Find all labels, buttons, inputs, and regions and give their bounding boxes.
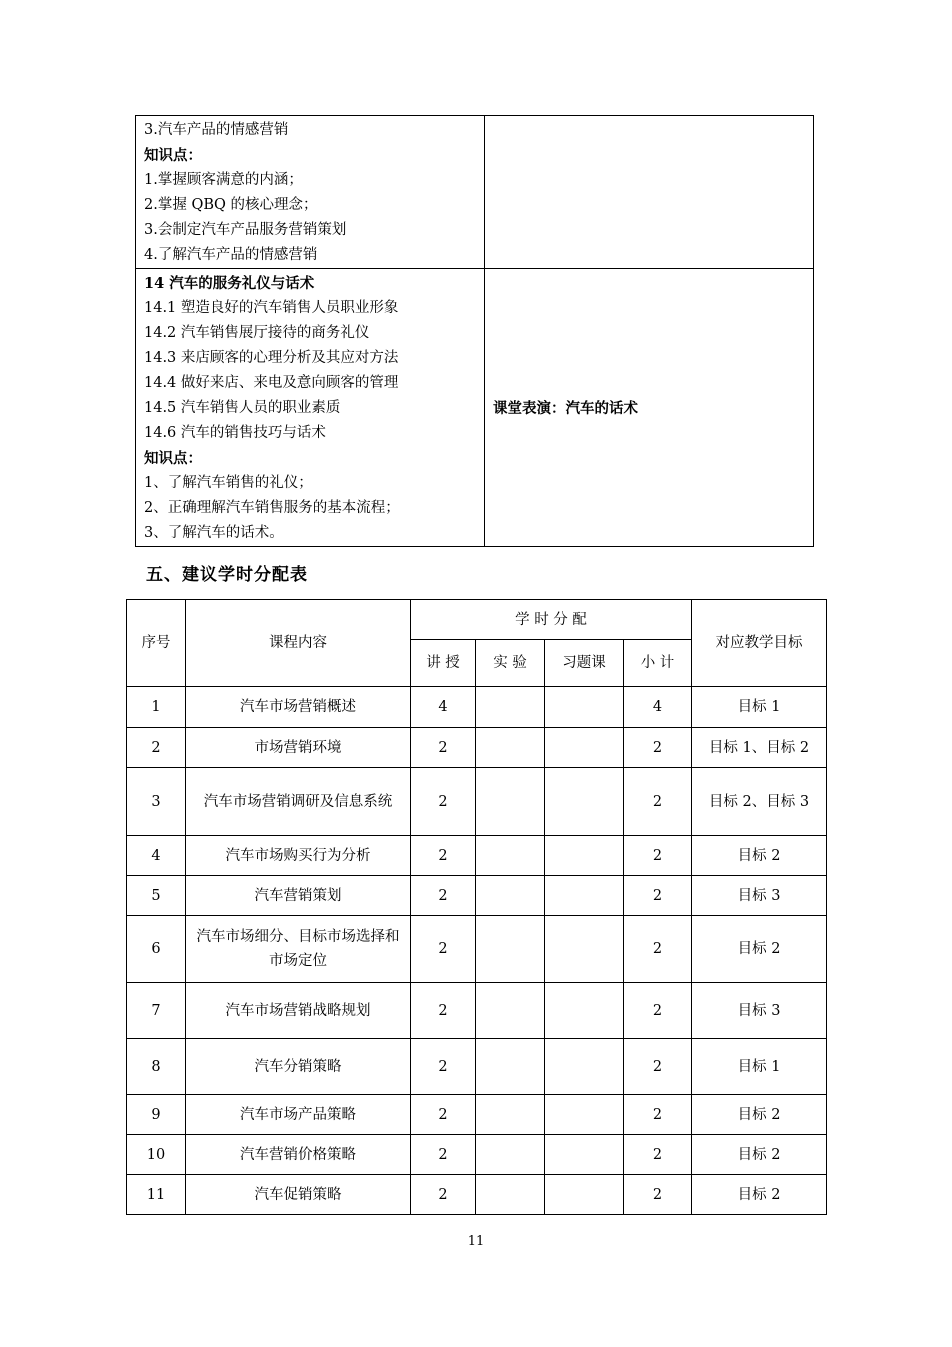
cell-index: 9 [127,1095,186,1135]
cell-experiment [476,983,545,1039]
cell-subtotal: 2 [624,876,692,916]
topic-line: 14.3 来店顾客的心理分析及其应对方法 [144,350,399,366]
cell-index: 7 [127,983,186,1039]
header-content: 课程内容 [186,600,411,687]
cell-content: 汽车分销策略 [186,1039,411,1095]
header-exercise: 习题课 [545,640,624,687]
cell-goal: 目标 1 [692,1039,827,1095]
activity-cell: 课堂表演：汽车的话术 [485,269,814,547]
cell-lecture: 2 [411,983,476,1039]
topic-line: 3.汽车产品的情感营销 [144,122,289,138]
cell-subtotal: 2 [624,1039,692,1095]
table-row [127,768,827,836]
topic-content-cell [136,269,485,547]
knowledge-item: 1、了解汽车销售的礼仪； [144,475,313,491]
cell-exercise [545,916,624,983]
cell-goal: 目标 2 [692,1135,827,1175]
knowledge-item: 2.掌握 QBQ 的核心理念； [144,197,318,213]
knowledge-heading: 知识点： [144,147,202,164]
page-number: 11 [467,1234,485,1249]
cell-index: 5 [127,876,186,916]
cell-goal: 目标 2 [692,916,827,983]
cell-exercise [545,687,624,728]
knowledge-item: 3.会制定汽车产品服务营销策划 [144,222,347,238]
table-row [127,728,827,768]
cell-goal: 目标 1 [692,687,827,728]
cell-subtotal: 2 [624,916,692,983]
topic-line: 14.1 塑造良好的汽车销售人员职业形象 [144,300,399,316]
knowledge-heading: 知识点： [144,450,202,467]
cell-index: 3 [127,768,186,836]
header-row [127,600,827,640]
hours-allocation-table [126,599,827,1215]
topic-content-cell [136,116,485,269]
header-lecture: 讲 授 [411,640,476,687]
table-row [127,876,827,916]
cell-index: 2 [127,728,186,768]
cell-goal: 目标 3 [692,983,827,1039]
knowledge-item: 3、了解汽车的话术。 [144,525,284,541]
cell-lecture: 2 [411,916,476,983]
header-allocation: 学 时 分 配 [411,600,692,640]
cell-exercise [545,1095,624,1135]
cell-experiment [476,836,545,876]
activity-cell [485,116,814,269]
cell-content: 汽车促销策略 [186,1175,411,1215]
cell-content: 汽车市场产品策略 [186,1095,411,1135]
cell-exercise [545,1135,624,1175]
cell-content: 汽车营销价格策略 [186,1135,411,1175]
cell-goal: 目标 3 [692,876,827,916]
header-goal: 对应教学目标 [692,600,827,687]
cell-subtotal: 2 [624,1175,692,1215]
cell-lecture: 2 [411,836,476,876]
cell-exercise [545,983,624,1039]
cell-subtotal: 2 [624,1135,692,1175]
section-title: 五、建议学时分配表 [146,565,308,585]
table-row [127,1039,827,1095]
topic-line: 14.2 汽车销售展厅接待的商务礼仪 [144,325,370,341]
cell-subtotal: 2 [624,768,692,836]
cell-subtotal: 2 [624,836,692,876]
cell-exercise [545,728,624,768]
knowledge-item: 4.了解汽车产品的情感营销 [144,247,318,263]
table-row [127,836,827,876]
table-row [127,983,827,1039]
cell-exercise [545,768,624,836]
cell-subtotal: 4 [624,687,692,728]
topic-row-13 [136,116,814,269]
table-row [127,1095,827,1135]
cell-experiment [476,876,545,916]
cell-goal: 目标 2 [692,836,827,876]
cell-lecture: 2 [411,876,476,916]
cell-subtotal: 2 [624,728,692,768]
topic-line: 14.4 做好来店、来电及意向顾客的管理 [144,375,399,391]
cell-goal: 目标 2、目标 3 [692,768,827,836]
cell-subtotal: 2 [624,1095,692,1135]
cell-experiment [476,916,545,983]
knowledge-item: 2、正确理解汽车销售服务的基本流程； [144,500,400,516]
cell-content: 汽车市场营销概述 [186,687,411,728]
cell-content: 汽车市场营销战略规划 [186,983,411,1039]
cell-lecture: 2 [411,1095,476,1135]
topic-row-14 [136,269,814,547]
cell-content: 汽车市场购买行为分析 [186,836,411,876]
cell-content: 汽车市场细分、目标市场选择和市场定位 [186,916,411,983]
cell-goal: 目标 2 [692,1095,827,1135]
cell-index: 1 [127,687,186,728]
cell-experiment [476,1175,545,1215]
cell-exercise [545,836,624,876]
knowledge-item: 1.掌握顾客满意的内涵； [144,172,303,188]
topic-line: 14.6 汽车的销售技巧与话术 [144,425,326,441]
header-experiment: 实 验 [476,640,545,687]
cell-index: 8 [127,1039,186,1095]
cell-content: 市场营销环境 [186,728,411,768]
header-index: 序号 [127,600,186,687]
cell-subtotal: 2 [624,983,692,1039]
cell-lecture: 2 [411,768,476,836]
cell-goal: 目标 2 [692,1175,827,1215]
table-row [127,1175,827,1215]
cell-lecture: 2 [411,1039,476,1095]
cell-experiment [476,728,545,768]
cell-experiment [476,768,545,836]
cell-index: 10 [127,1135,186,1175]
cell-content: 汽车市场营销调研及信息系统 [186,768,411,836]
cell-exercise [545,876,624,916]
cell-lecture: 4 [411,687,476,728]
table-row [127,916,827,983]
cell-index: 11 [127,1175,186,1215]
cell-lecture: 2 [411,728,476,768]
cell-lecture: 2 [411,1135,476,1175]
cell-experiment [476,1095,545,1135]
chapter-title: 14 汽车的服务礼仪与话术 [144,275,315,292]
cell-exercise [545,1175,624,1215]
topic-table [135,115,814,547]
table-row [127,1135,827,1175]
cell-experiment [476,687,545,728]
cell-content: 汽车营销策划 [186,876,411,916]
cell-index: 4 [127,836,186,876]
header-subtotal: 小 计 [624,640,692,687]
cell-exercise [545,1039,624,1095]
topic-line: 14.5 汽车销售人员的职业素质 [144,400,341,416]
cell-experiment [476,1135,545,1175]
cell-lecture: 2 [411,1175,476,1215]
table-row [127,687,827,728]
cell-experiment [476,1039,545,1095]
cell-index: 6 [127,916,186,983]
cell-goal: 目标 1、目标 2 [692,728,827,768]
